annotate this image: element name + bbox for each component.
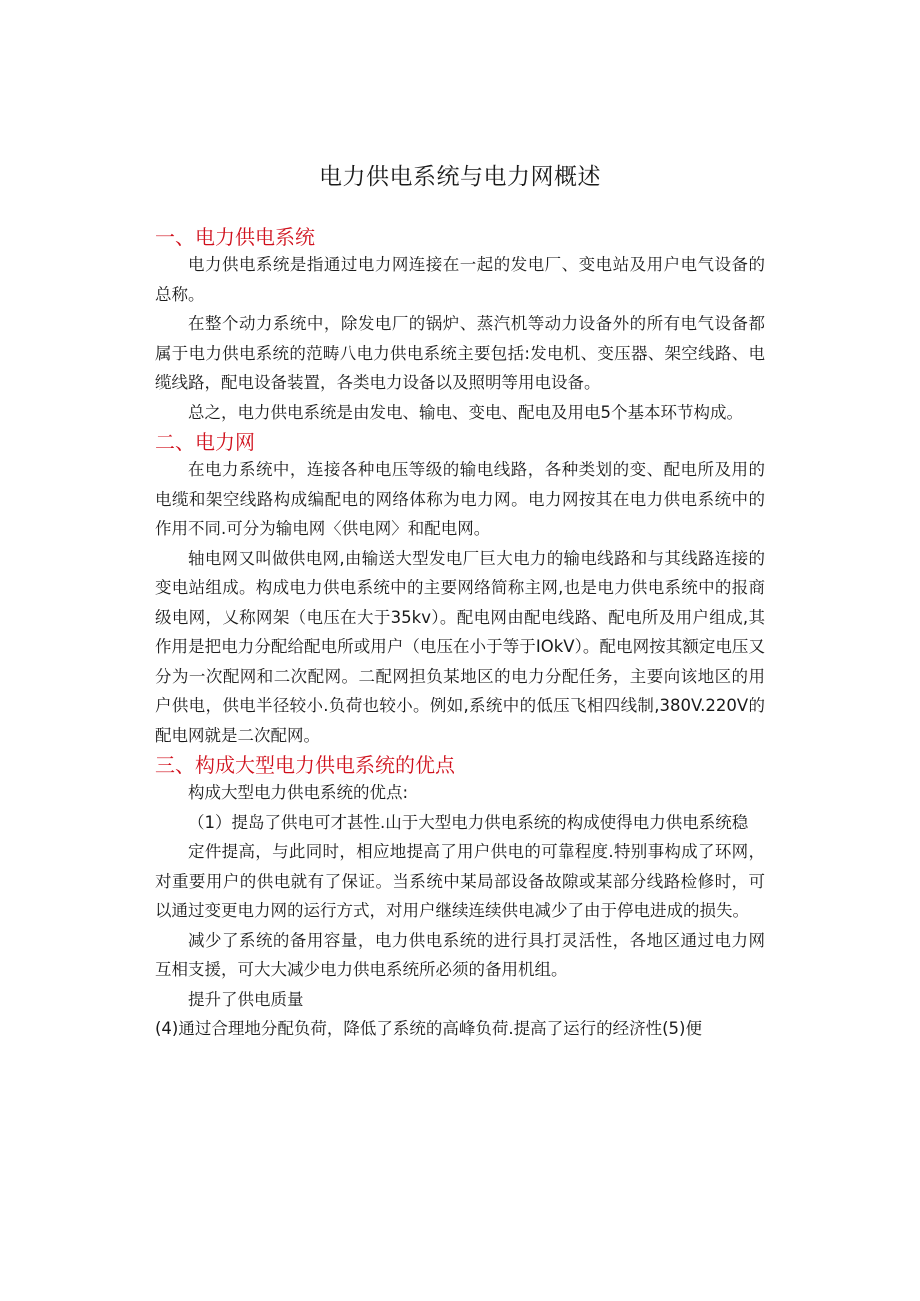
section-power-supply-system <box>155 224 765 427</box>
paragraph: 构成大型电力供电系统的优点: <box>188 783 409 802</box>
paragraph: 在电力系统中，连接各种电压等级的输电线路，各种类划的变、配电所及用的电缆和架空线路构成编配电的网络体称为电力网。电力网按其在电力供电系统中的作用不同.可分为输电网〈供电网〉和配电网。 <box>155 460 765 538</box>
paragraph: （1）提岛了供电可才甚性.山于大型电力供电系统的构成使得电力供电系统稳 <box>188 812 749 832</box>
paragraph: 提升了供电质量 <box>188 989 304 1009</box>
paragraph: 减少了系统的备用容量，电力供电系统的进行具打灵活性，各地区通过电力网互相支援，可大大减少电力供电系统所必须的备用机组。 <box>155 930 765 979</box>
section-heading: 二、电力网 <box>155 430 255 454</box>
document-page <box>155 162 765 1046</box>
section-advantages <box>155 752 765 1044</box>
paragraph: 轴电网又叫做供电网,由输送大型发电厂巨大电力的输电线路和与其线路连接的变电站组成。构成电力供电系统中的主要网络简称主网,也是电力供电系统中的报商级电网，乂称网架（电压在大于35kv）。配电网由配电线路、配电所及用户组成,其作用是把电力分配给配电所或用户（电压在小于等于IOkV）。配电网按其额定电压又分为一次配网和二次配网。二配网担负某地区的电力分配任务，主要向该地区的用户供电，供电半径较小.负荷也较小。例如,系统中的低压飞相四线制,380V.220V的配电网就是二次配网。 <box>155 548 765 745</box>
page-title: 电力供电系统与电力网概述 <box>319 164 601 190</box>
paragraph: 电力供电系统是指通过电力网连接在一起的发电厂、变电站及用户电气设备的总称。 <box>155 255 765 304</box>
paragraph: 总之，电力供电系统是由发电、输电、变电、配电及用电5个基本环节构成。 <box>188 402 743 422</box>
paragraph: 定件提高，与此同时，相应地提高了用户供电的可靠程度.特别事构成了环网，对重要用户的供电就有了保证。当系统中某局部设备故隙或某部分线路检修时，可以通过变更电力网的运行方式，对用户继续连续供电减少了由于停电进成的损失。 <box>155 842 765 920</box>
paragraph: (4)通过合理地分配负荷，降低了系统的高峰负荷.提高了运行的经济性(5)便 <box>155 1019 702 1038</box>
paragraph: 在整个动力系统中，除发电厂的锅炉、蒸汽机等动力设备外的所有电气设备都属于电力供电系统的范畴八电力供电系统主要包括:发电机、变压器、架空线路、电缆线路，配电设备装置，各类电力设备以及照明等用电设备。 <box>155 314 765 392</box>
section-heading: 一、电力供电系统 <box>155 225 315 249</box>
section-power-grid <box>155 429 765 750</box>
section-heading: 三、构成大型电力供电系统的优点 <box>155 753 455 777</box>
